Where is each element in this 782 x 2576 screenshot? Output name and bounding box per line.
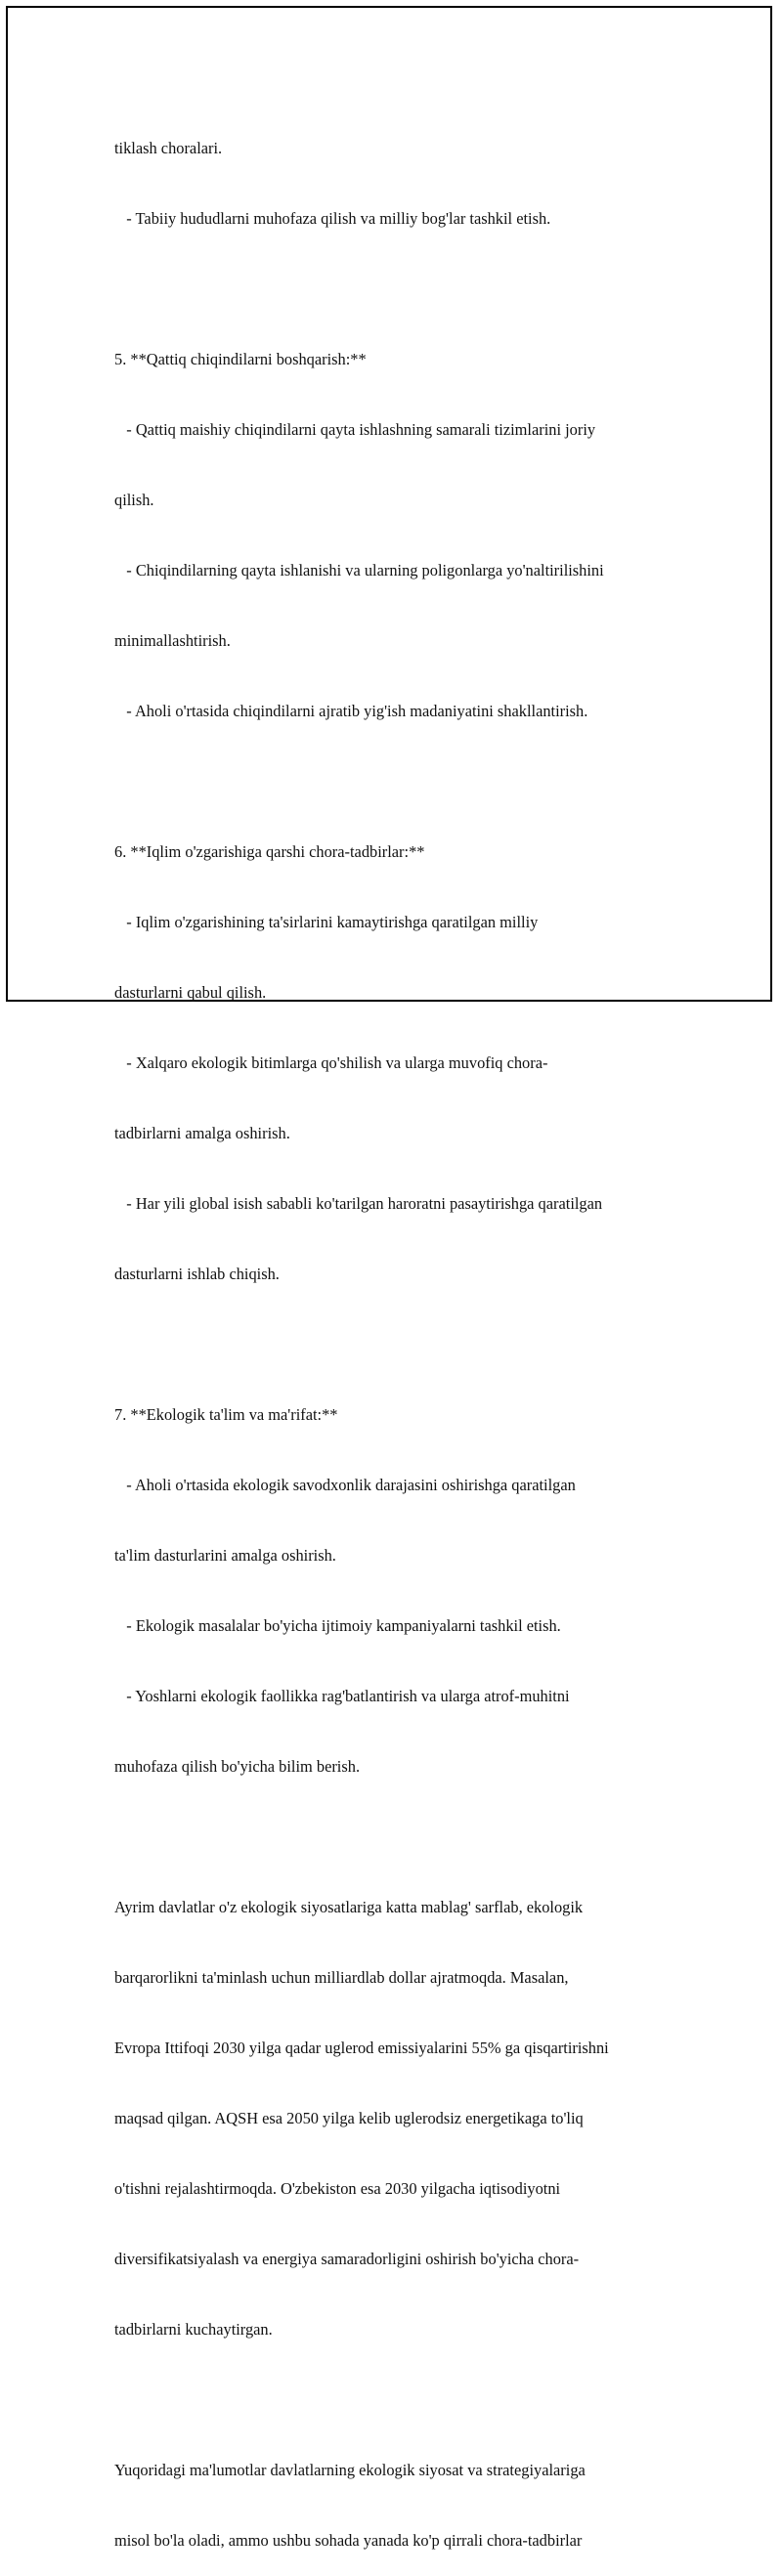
paragraph-line: maqsad qilgan. AQSH esa 2050 yilga kelib uglerodsiz energetikaga to'liq (114, 2109, 584, 2127)
text-line: - Ekologik masalalar bo'yicha ijtimoiy kampaniyalarni tashkil etish. (114, 1616, 561, 1635)
text-line: - Aholi o'rtasida chiqindilarni ajratib yig'ish madaniyatini shakllantirish. (114, 702, 588, 720)
text-line: qilish. (114, 491, 154, 509)
text-line: tiklash choralari. (114, 139, 223, 157)
blank-line (114, 2388, 681, 2412)
document-body (114, 90, 681, 2576)
text-line: - Qattiq maishiy chiqindilarni qayta ishlashning samarali tizimlarini joriy (114, 420, 596, 439)
text-line: - Aholi o'rtasida ekologik savodxonlik darajasini oshirishga qaratilgan (114, 1476, 576, 1494)
blank-line (114, 1333, 681, 1356)
paragraph-line: tadbirlarni kuchaytirgan. (114, 2320, 273, 2339)
text-line: tadbirlarni amalga oshirish. (114, 1124, 290, 1142)
blank-line (114, 1825, 681, 1849)
text-line: - Tabiiy hududlarni muhofaza qilish va milliy bog'lar tashkil etish. (114, 209, 551, 228)
text-line: - Iqlim o'zgarishining ta'sirlarini kamaytirishga qaratilgan milliy (114, 913, 539, 931)
paragraph-line: barqarorlikni ta'minlash uchun milliardlab dollar ajratmoqda. Masalan, (114, 1968, 569, 1987)
text-line: - Har yili global isish sababli ko'tarilgan haroratni pasaytirishga qaratilgan (114, 1194, 603, 1213)
section-heading: 6. **Iqlim o'zgarishiga qarshi chora-tadbirlar:** (114, 842, 425, 861)
paragraph-line: diversifikatsiyalash va energiya samaradorligini oshirish bo'yicha chora- (114, 2250, 580, 2268)
text-line: ta'lim dasturlarini amalga oshirish. (114, 1546, 336, 1565)
paragraph-line: Yuqoridagi ma'lumotlar davlatlarning ekologik siyosat va strategiyalariga (114, 2461, 586, 2479)
text-line: - Xalqaro ekologik bitimlarga qo'shilish va ularga muvofiq chora- (114, 1053, 548, 1072)
text-line: muhofaza qilish bo'yicha bilim berish. (114, 1757, 361, 1776)
text-line: dasturlarni qabul qilish. (114, 983, 267, 1002)
section-heading: 7. **Ekologik ta'lim va ma'rifat:** (114, 1405, 338, 1424)
paragraph-line: misol bo'la oladi, ammo ushbu sohada yanada ko'p qirrali chora-tadbirlar (114, 2531, 583, 2550)
section-heading: 5. **Qattiq chiqindilarni boshqarish:** (114, 350, 367, 368)
paragraph-line: o'tishni rejalashtirmoqda. O'zbekiston esa 2030 yilgacha iqtisodiyotni (114, 2179, 561, 2198)
paragraph-line: Evropa Ittifoqi 2030 yilga qadar uglerod emissiyalarini 55% ga qisqartirishni (114, 2039, 609, 2057)
text-line: - Chiqindilarning qayta ishlanishi va ularning poligonlarga yo'naltirilishini (114, 561, 604, 580)
text-line: - Yoshlarni ekologik faollikka rag'batlantirish va ularga atrof-muhitni (114, 1687, 570, 1705)
blank-line (114, 770, 681, 794)
blank-line (114, 278, 681, 301)
text-line: dasturlarni ishlab chiqish. (114, 1265, 280, 1283)
text-line: minimallashtirish. (114, 631, 231, 650)
paragraph-line: Ayrim davlatlar o'z ekologik siyosatlariga katta mablag' sarflab, ekologik (114, 1898, 584, 1916)
